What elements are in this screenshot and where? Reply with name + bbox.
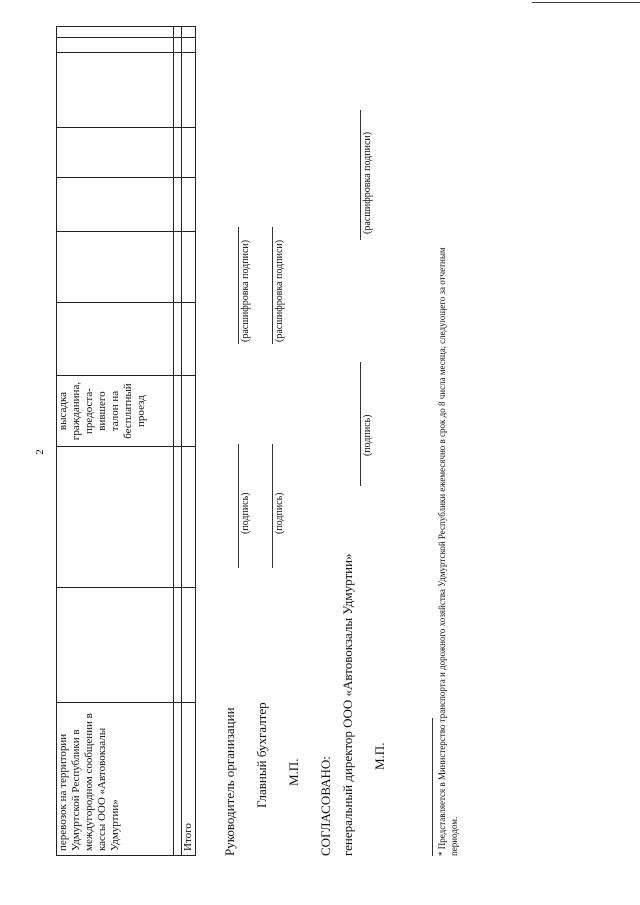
table-cell [182, 587, 196, 703]
decoding-caption: (расшифровка подписи) [362, 131, 373, 234]
agreed-label: СОГЛАСОВАНО: [318, 756, 333, 856]
table-cell [174, 53, 182, 128]
table-cell [57, 232, 174, 303]
page-number: 2 [34, 449, 46, 455]
signature-caption: (подпись) [362, 414, 373, 456]
decoding-line [272, 227, 273, 344]
signature-caption: (подпись) [240, 492, 251, 534]
table-cell [57, 53, 174, 128]
table-cell [174, 38, 182, 53]
table-row-total [182, 27, 196, 856]
stamp-label: М.П. [372, 742, 387, 770]
decoding-caption: (расшифровка подписи) [240, 239, 251, 342]
table-cell [182, 38, 196, 53]
table-cell [174, 303, 182, 376]
table-cell [182, 27, 196, 38]
table-cell [182, 303, 196, 376]
table-cell [174, 232, 182, 303]
stamp-label: М.П. [286, 758, 301, 786]
table-cell [182, 447, 196, 588]
table-cell [57, 587, 174, 703]
table-cell [174, 27, 182, 38]
decoding-line [360, 110, 361, 240]
table-cell [174, 703, 182, 856]
table-row [174, 27, 182, 856]
table-cell [57, 38, 174, 53]
table-cell [57, 127, 174, 177]
report-table [56, 26, 196, 856]
table-cell [174, 376, 182, 447]
table-cell [57, 303, 174, 376]
table-cell [174, 127, 182, 177]
footnote-line-2: периодом. [449, 816, 459, 856]
top-edge-line [532, 2, 640, 3]
decoding-line [238, 227, 239, 344]
table-cell [174, 447, 182, 588]
chief-accountant-label: Главный бухгалтер [254, 702, 269, 808]
table-cell [182, 177, 196, 232]
table-cell [182, 376, 196, 447]
footnote [436, 26, 460, 856]
table-cell [174, 587, 182, 703]
table-cell [182, 53, 196, 128]
total-label: Итого [182, 703, 196, 856]
table-row [57, 27, 174, 856]
signature-line [272, 444, 273, 568]
table-cell [57, 27, 174, 38]
footnote-line-1: * Представляется в Министерство транспорта и дорожного хозяйства Удмуртской Республики ежемесячно в срок до 8 числа месяца, следующего за отчетным [437, 247, 447, 856]
footnote-separator [432, 718, 433, 856]
decoding-caption: (расшифровка подписи) [274, 239, 285, 342]
director-label: генеральный директор ООО «Автовокзалы Удмуртии» [340, 553, 355, 856]
head-of-organization-label: Руководитель организации [222, 707, 237, 856]
signature-line [238, 444, 239, 568]
signature-caption: (подпись) [274, 492, 285, 534]
table-cell [182, 127, 196, 177]
table-cell [174, 177, 182, 232]
rotated-page-content [16, 26, 626, 856]
table-cell [57, 177, 174, 232]
table-cell-route-description: перевозок на территории Удмуртской Республики в междугородном сообщении в кассы ООО «Автовокзалы Удмуртии» [57, 703, 174, 856]
table-cell-disembark-note: высадка гражданина, предоста-вившего талон на бесплатный проезд [57, 376, 174, 447]
table-cell [57, 447, 174, 588]
signature-line [360, 362, 361, 486]
table-cell [182, 232, 196, 303]
